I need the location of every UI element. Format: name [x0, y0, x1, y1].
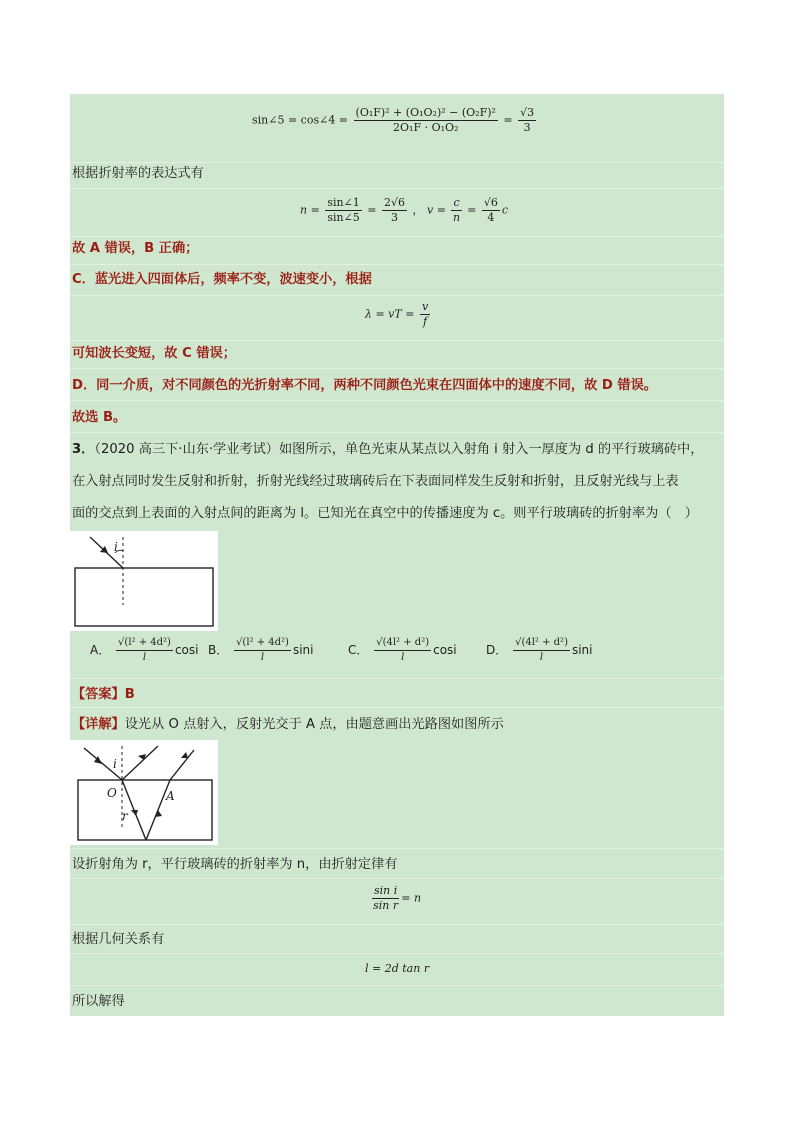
formula-numerator: (O₁F)² + (O₁O₂)² − (O₂F)² [355, 106, 496, 119]
glass-slab [78, 780, 212, 840]
row-divider [70, 188, 724, 189]
text-line: 故 A 错误，B 正确； [72, 241, 199, 256]
row-divider [70, 432, 724, 433]
detail-line: 【详解】设光从 O 点射入，反射光交于 A 点，由题意画出光路图如图所示 [72, 717, 504, 732]
row-divider [70, 236, 724, 237]
text-line: 可知波长变短，故 C 错误； [72, 346, 236, 361]
figure-light-path [70, 740, 218, 845]
row-divider [70, 953, 724, 954]
option-a[interactable]: A． $\frac{\text{√(l² + 4d²)}}{l}$ cosi [90, 637, 199, 663]
question-line-1: 3．（2020 高三下·山东·学业考试）如图所示，单色光束从某点以入射角 i 射入一厚度为 d 的平行玻璃砖中， [72, 442, 704, 457]
arrow-icon [181, 752, 188, 758]
glass-slab-diagram [70, 531, 218, 631]
glass-slab [75, 568, 213, 626]
exit-ray [170, 750, 194, 780]
row-divider [70, 878, 724, 879]
text-line: D．同一介质，对不同颜色的光折射率不同，两种不同颜色光束在四面体中的速度不同，故 D 错误。 [72, 378, 657, 393]
row-divider [70, 707, 724, 708]
option-b[interactable]: B． $\frac{\text{√(l² + 4d²)}}{l}$ sini [208, 637, 314, 663]
label-r: r [122, 809, 128, 823]
formula-lambda: λ = vT = $\frac{v}{f}$ [365, 300, 429, 328]
row-divider [70, 985, 724, 986]
formula-geometry: l = 2d tan r [365, 962, 430, 975]
row-divider [70, 924, 724, 925]
text-line: 根据几何关系有 [72, 932, 165, 947]
reflected-ray [122, 746, 158, 780]
row-divider [70, 848, 724, 849]
label-i: i [114, 540, 118, 554]
label-i: i [113, 757, 117, 771]
formula-sin5: sin∠5 = cos∠4 = $\frac{\text{(O₁F)² + (O₁O₂)² − (O₂F)²}}{\text{2O₁F · O₁O₂}}$ = $\frac{√3}{3}$ [252, 106, 535, 134]
row-divider [70, 264, 724, 265]
row-divider [70, 368, 724, 369]
light-path-diagram [70, 740, 218, 845]
label-a: A [166, 789, 175, 803]
row-divider [70, 162, 724, 163]
row-divider [70, 295, 724, 296]
option-c[interactable]: C． $\frac{\text{√(4l² + d²)}}{l}$ cosi [348, 637, 457, 663]
text-line: C．蓝光进入四面体后，频率不变，波速变小，根据 [72, 272, 372, 287]
text-line: 所以解得 [72, 994, 125, 1009]
question-line-3: 面的交点到上表面的入射点间的距离为 l。已知光在真空中的传播速度为 c。则平行玻璃砖的折射率为（ ） [72, 506, 698, 521]
formula-denominator: 2O₁F · O₁O₂ [393, 121, 459, 134]
text-line: 设折射角为 r，平行玻璃砖的折射率为 n，由折射定律有 [72, 857, 398, 872]
arrow-icon [131, 810, 138, 816]
row-divider [70, 400, 724, 401]
figure-glass-incidence [70, 531, 218, 631]
text-line: 故选 B。 [72, 410, 127, 425]
question-line-2: 在入射点同时发生反射和折射，折射光线经过玻璃砖后在下表面同样发生反射和折射，且反射光线与上表 [72, 474, 679, 489]
text-line: 根据折射率的表达式有 [72, 166, 204, 181]
row-divider [70, 678, 724, 679]
answer-line: 【答案】B [72, 687, 135, 702]
formula-n-v: n = $\frac{\sin\angle 1}{\sin\angle 5}$ = $\frac{2√6}{3}$ ， v = $\frac{c}{n}$ = $\frac{√6}{4}$ c [300, 196, 509, 224]
formula-snell: $\frac{\text{sin i}}{\text{sin r}}$ = n [373, 884, 422, 912]
option-d[interactable]: D． $\frac{\text{√(4l² + d²)}}{l}$ sini [486, 637, 593, 663]
row-divider [70, 340, 724, 341]
label-o: O [107, 786, 117, 800]
